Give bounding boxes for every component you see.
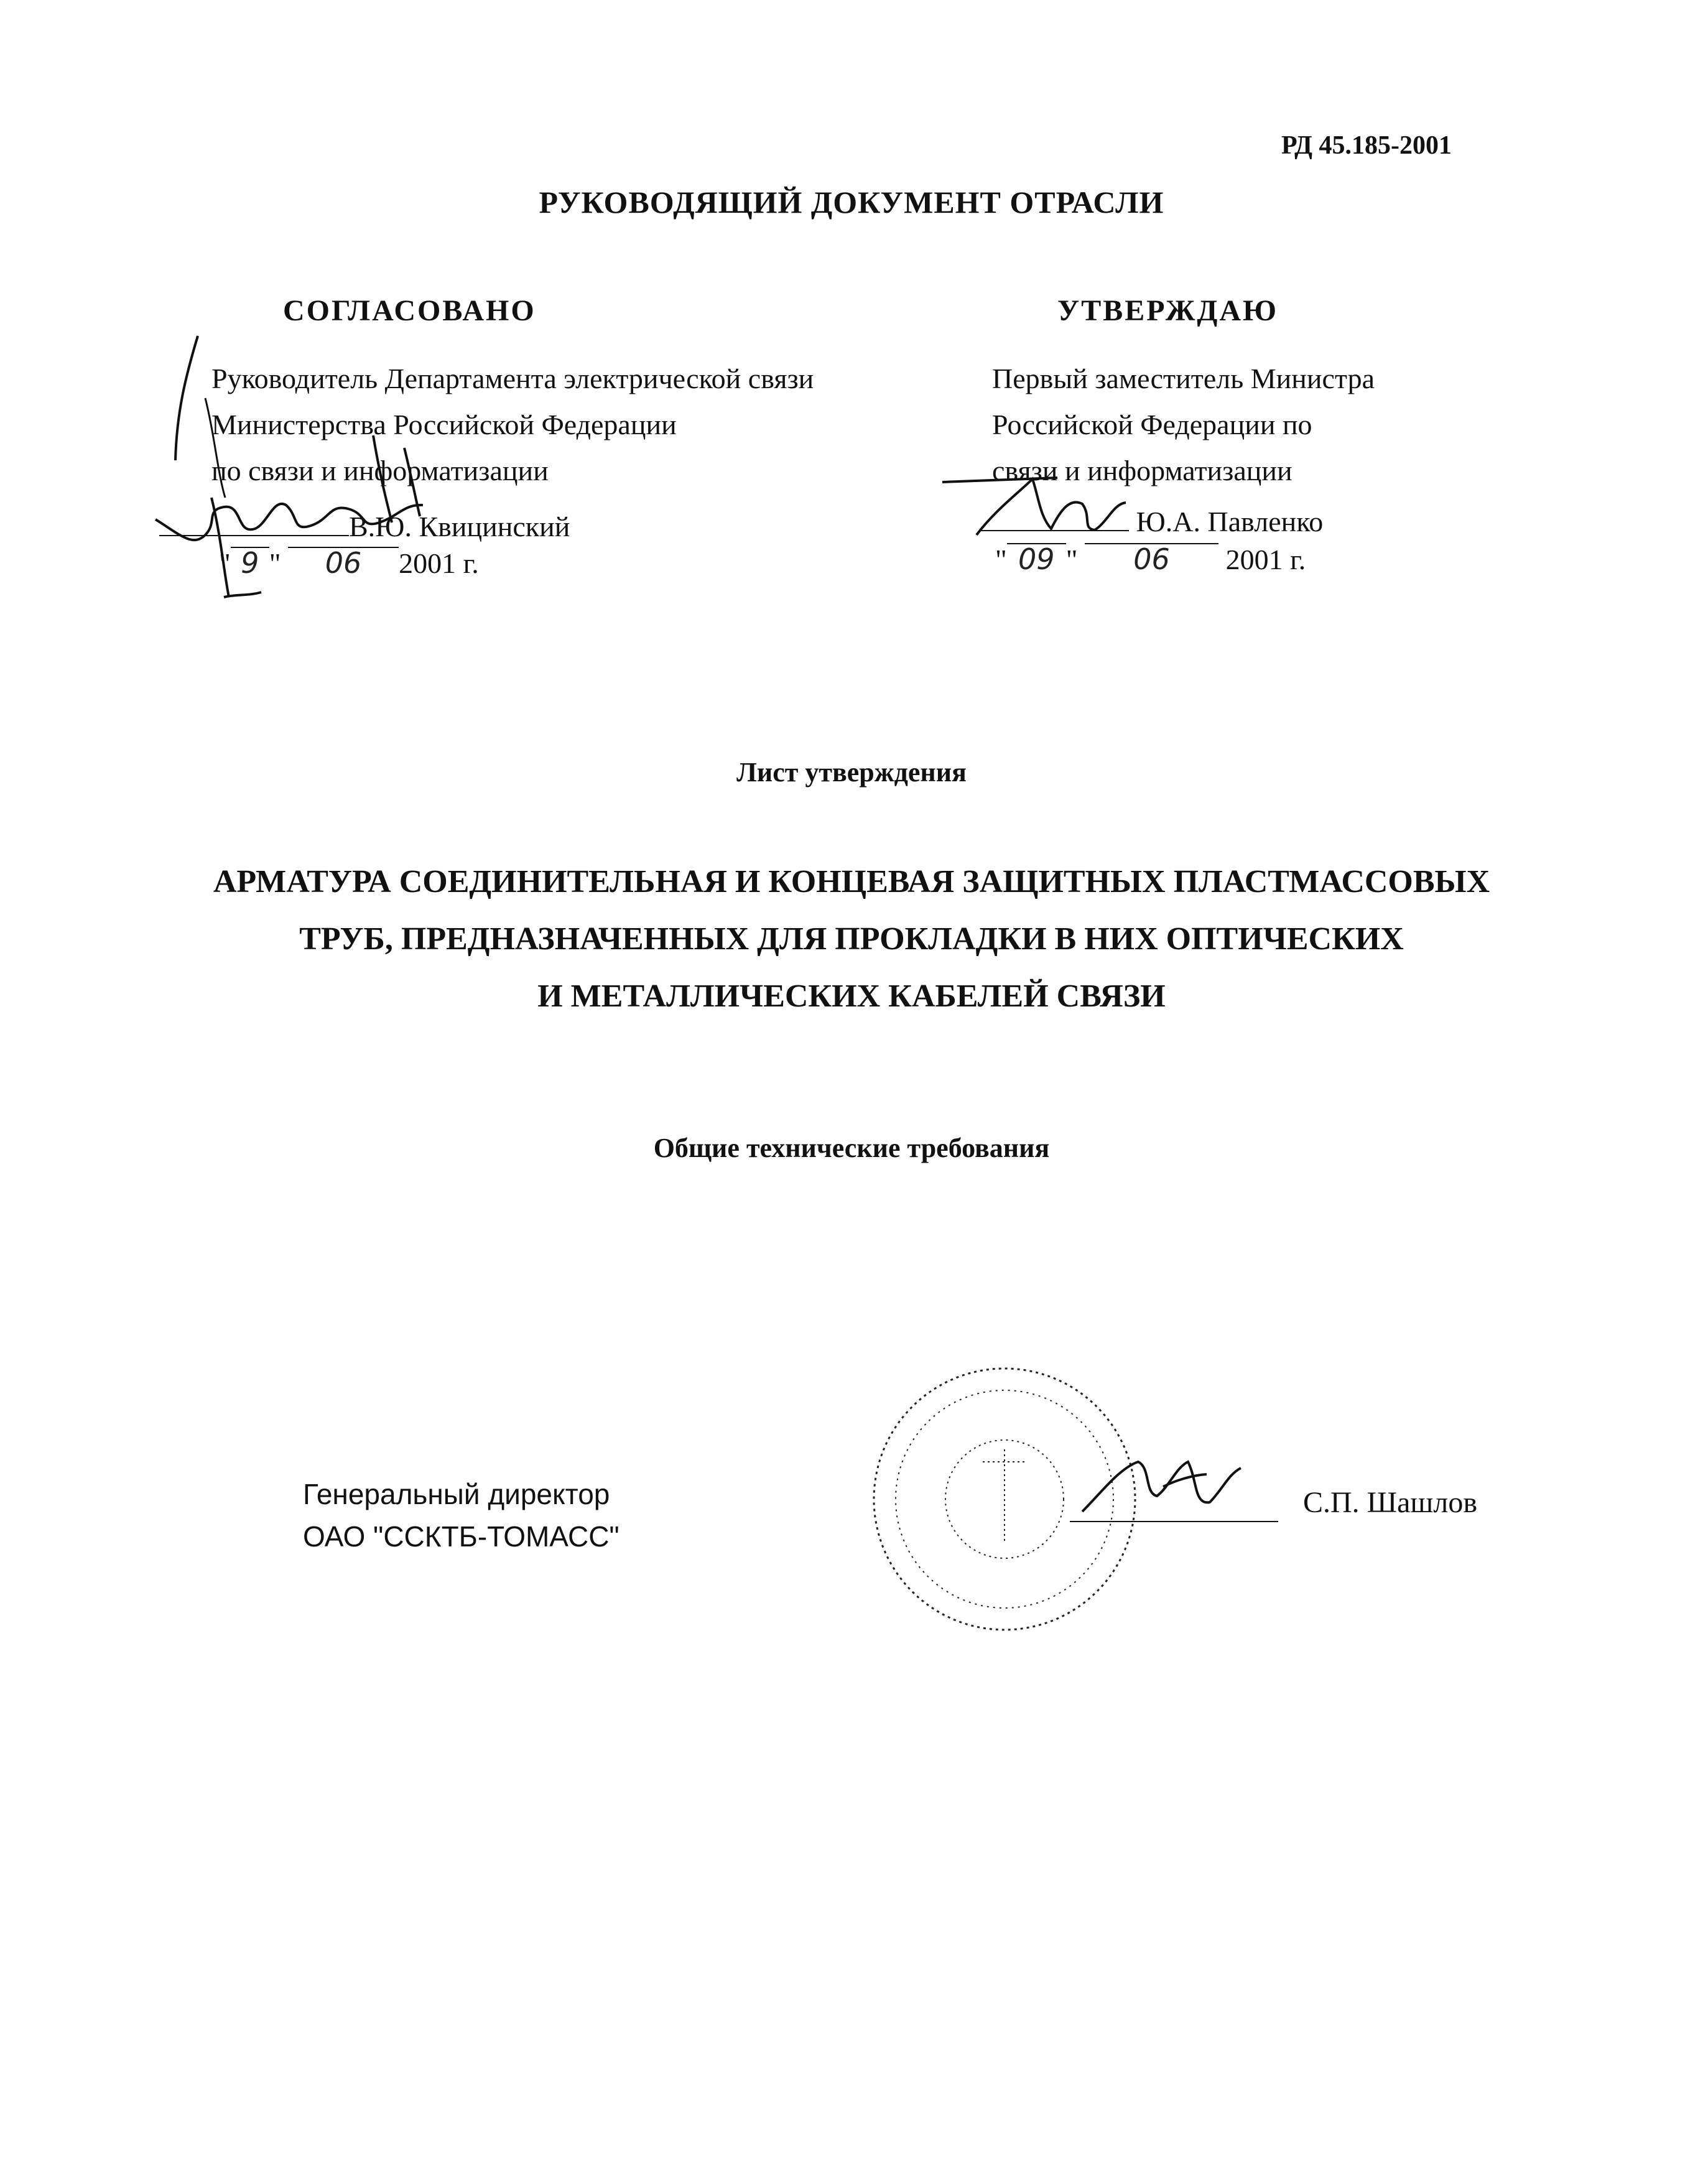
shashlov-signature xyxy=(1070,1462,1278,1522)
agreed-position-line: Министерства Российской Федерации xyxy=(211,409,677,440)
agreed-position-line: по связи и информатизации xyxy=(211,455,549,486)
director-position: Генеральный директор xyxy=(303,1478,610,1510)
pavlenko-signature xyxy=(942,478,1126,535)
margin-mark xyxy=(205,398,225,498)
director-organization: ОАО "ССКТБ-ТОМАСС" xyxy=(303,1520,619,1553)
sheet-title: Лист утверждения xyxy=(736,757,967,788)
round-stamp xyxy=(874,1368,1135,1630)
approve-signatory-name: Ю.А. Павленко xyxy=(1136,506,1324,537)
agreed-signatory-name: В.Ю. Квицинский xyxy=(349,511,570,542)
director-name: С.П. Шашлов xyxy=(1303,1486,1477,1519)
main-title-line: АРМАТУРА СОЕДИНИТЕЛЬНАЯ И КОНЦЕВАЯ ЗАЩИТНЫХ ПЛАСТМАССОВЫХ xyxy=(213,864,1490,899)
agreed-date-month: 06 xyxy=(288,546,399,548)
approve-date-day: 09 xyxy=(1007,542,1066,544)
agreed-date-line: " 9 " 06 2001 г. xyxy=(219,546,479,580)
main-title-line: ТРУБ, ПРЕДНАЗНАЧЕННЫХ ДЛЯ ПРОКЛАДКИ В НИХ ОПТИЧЕСКИХ xyxy=(299,921,1404,957)
agreed-heading: СОГЛАСОВАНО xyxy=(283,294,536,327)
agreed-date-year: 2001 г. xyxy=(399,547,479,579)
document-code: РД 45.185-2001 xyxy=(1281,131,1452,160)
subtitle: Общие технические требования xyxy=(653,1133,1050,1163)
kvitsinsky-signature xyxy=(155,435,423,597)
approve-date-line: " 09 " 06 2001 г. xyxy=(995,542,1306,576)
approve-date-month: 06 xyxy=(1085,542,1218,544)
margin-mark xyxy=(175,336,198,460)
main-title-line: И МЕТАЛЛИЧЕСКИХ КАБЕЛЕЙ СВЯЗИ xyxy=(537,978,1166,1014)
approve-position-line: связи и информатизации xyxy=(992,455,1292,486)
document-type-heading: РУКОВОДЯЩИЙ ДОКУМЕНТ ОТРАСЛИ xyxy=(539,185,1164,220)
approve-date-year: 2001 г. xyxy=(1225,544,1306,575)
approve-heading: УТВЕРЖДАЮ xyxy=(1057,294,1279,327)
agreed-position-line: Руководитель Департамента электрической связи xyxy=(211,363,814,394)
approve-position-line: Первый заместитель Министра xyxy=(992,363,1375,394)
approve-position-line: Российской Федерации по xyxy=(992,409,1312,440)
agreed-date-day: 9 xyxy=(231,546,269,548)
